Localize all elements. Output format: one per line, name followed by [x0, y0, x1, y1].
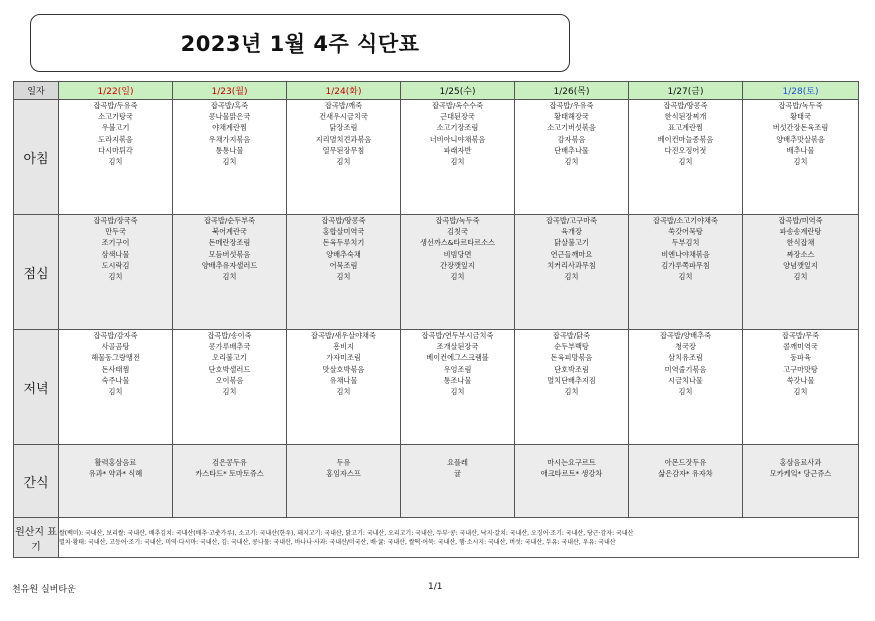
menu-item: 베이컨마늘종볶음 — [657, 134, 714, 144]
menu-cell — [173, 100, 287, 215]
origin-text — [59, 518, 859, 558]
day-header: 1/27(금) — [629, 82, 743, 100]
menu-item: 김치 — [336, 157, 351, 167]
menu-item: 잡곡밥/양배추죽 — [659, 331, 712, 340]
menu-item: 숙주나물 — [101, 375, 130, 385]
day-header: 1/23(월) — [173, 82, 287, 100]
origin-line: 멸치·황태: 국내산, 고등어·조기: 국내산, 미역·다시마: 국내산, 김: 국내산, 콩나물: 국내산, 바나나·사과: 국내산/미국산, 배·귤: 국내산, 쌀떡·어묵: 국내산, 햄·소시지: 국내산, 버섯: 국내산, 두유: 국내산, 우유: 국내산 — [59, 538, 616, 546]
menu-item: 잡곡밥/순두부죽 — [203, 216, 256, 225]
menu-item: 활력홍삼음료 — [94, 458, 137, 467]
menu-cell — [743, 445, 859, 518]
menu-item: 김치 — [678, 387, 693, 397]
menu-item: 우채가지볶음 — [208, 134, 251, 144]
day-header: 1/26(목) — [515, 82, 629, 100]
menu-table — [13, 81, 859, 558]
menu-item: 잡곡밥/땅콩죽 — [321, 216, 366, 225]
menu-item: 청국장 — [675, 342, 696, 352]
menu-item: 사골곰탕 — [101, 342, 130, 352]
menu-item: 애크타르트* 생강차 — [540, 469, 603, 479]
menu-item: 해물동그랑땡전 — [91, 353, 140, 363]
menu-item: 돈사태찜 — [101, 364, 130, 374]
day-header: 1/24(화) — [287, 82, 401, 100]
origin-label: 원산지 표기 — [14, 518, 59, 558]
menu-cell — [515, 445, 629, 518]
menu-item: 콩가루배추국 — [208, 342, 251, 352]
menu-item: 김치 — [793, 157, 808, 167]
menu-cell — [515, 330, 629, 445]
menu-item: 한식잡채 — [786, 238, 815, 248]
menu-item: 야채계란찜 — [212, 123, 247, 133]
menu-item: 동파육 — [790, 353, 811, 363]
menu-item: 잡곡밥/감자죽 — [93, 331, 138, 340]
day-header: 1/28(토) — [743, 82, 859, 100]
menu-item: 귤 — [454, 469, 461, 479]
menu-cell — [59, 445, 173, 518]
menu-item: 삼치유조림 — [668, 353, 703, 363]
menu-item: 생선까스&타르타르소스 — [419, 238, 496, 248]
menu-item: 잡곡밥/소고기야채죽 — [653, 216, 718, 225]
menu-item: 맛살호박볶음 — [322, 364, 365, 374]
menu-item: 잡곡밥/장국죽 — [93, 216, 138, 225]
menu-item: 유채나물 — [329, 375, 358, 385]
menu-item: 너비아니야채볶음 — [429, 134, 486, 144]
menu-item: 양배추맛살볶음 — [776, 134, 825, 144]
menu-item: 배추나물 — [786, 145, 815, 155]
menu-item: 마시는요구르트 — [547, 458, 596, 467]
day-header: 1/22(일) — [59, 82, 173, 100]
menu-cell — [743, 215, 859, 330]
menu-item: 닭장조림 — [329, 123, 358, 133]
menu-cell — [59, 100, 173, 215]
menu-item: 김치 — [793, 387, 808, 397]
menu-item: 삼색나물 — [101, 249, 130, 259]
menu-item: 양배추유자샐러드 — [201, 260, 258, 270]
menu-cell — [287, 330, 401, 445]
menu-item: 멸치단배추지짐 — [547, 375, 596, 385]
menu-item: 황태국 — [790, 112, 811, 122]
menu-item: 파래자반 — [443, 145, 472, 155]
menu-item: 치커리사과무침 — [547, 260, 596, 270]
menu-item: 삶은감자* 유자차 — [658, 469, 713, 479]
menu-item: 돈메란장조림 — [208, 238, 251, 248]
menu-item: 김치 — [450, 157, 465, 167]
menu-item: 단호박샐러드 — [208, 364, 251, 374]
menu-cell — [401, 330, 515, 445]
menu-cell — [629, 215, 743, 330]
menu-item: 순두부백탕 — [554, 342, 589, 352]
menu-item: 김가루쪽파무침 — [661, 260, 710, 270]
menu-cell — [629, 445, 743, 518]
menu-item: 도라지볶음 — [98, 134, 133, 144]
menu-item: 김치 — [450, 272, 465, 282]
menu-item: 아몬드잣두유 — [664, 458, 707, 467]
menu-cell — [287, 215, 401, 330]
menu-item: 잡곡밥/연두부시금치죽 — [421, 331, 494, 340]
menu-item: 흥비지 — [333, 342, 354, 352]
menu-item: 파송송계란탕 — [779, 227, 822, 237]
menu-item: 잡곡밥/흑죽 — [210, 101, 249, 110]
menu-item: 조기구이 — [101, 238, 130, 248]
title-box — [30, 14, 570, 72]
menu-item: 미역줄기볶음 — [664, 364, 707, 374]
menu-item: 버섯간장돈육조림 — [772, 123, 829, 133]
menu-item: 비엔나야채볶음 — [661, 249, 710, 259]
menu-cell — [629, 100, 743, 215]
menu-item: 돈육두루치기 — [322, 238, 365, 248]
menu-item: 김치 — [564, 387, 579, 397]
menu-cell — [743, 330, 859, 445]
menu-item: 김치 — [222, 387, 237, 397]
menu-cell — [401, 215, 515, 330]
menu-item: 홍합살미역국 — [322, 227, 365, 237]
menu-item: 비빔당면 — [443, 249, 472, 259]
menu-item: 김치 — [450, 387, 465, 397]
menu-item: 쑥갓나물 — [786, 375, 815, 385]
day-header: 1/25(수) — [401, 82, 515, 100]
menu-item: 오이볶음 — [215, 375, 244, 385]
page-title: 2023년 1월 4주 식단표 — [180, 32, 420, 56]
menu-cell — [515, 100, 629, 215]
menu-item: 닭살불고기 — [554, 238, 589, 248]
menu-cell — [59, 215, 173, 330]
meal-label: 점심 — [14, 215, 59, 330]
menu-item: 어묵조림 — [329, 260, 358, 270]
menu-cell — [515, 215, 629, 330]
menu-item: 잡곡밥/미역죽 — [778, 216, 823, 225]
menu-item: 단배추나물 — [554, 145, 589, 155]
menu-item: 잡곡밥/깨죽 — [324, 101, 363, 110]
menu-item: 소고기장조림 — [436, 123, 479, 133]
menu-item: 잡곡밥/땅콩죽 — [663, 101, 708, 110]
menu-item: 잡곡밥/무죽 — [781, 331, 820, 340]
meal-label: 간식 — [14, 445, 59, 518]
menu-item: 김치 — [564, 272, 579, 282]
menu-cell — [287, 100, 401, 215]
menu-cell — [173, 445, 287, 518]
menu-cell — [743, 100, 859, 215]
meal-label: 아침 — [14, 100, 59, 215]
menu-item: 콩나물맑은국 — [208, 112, 251, 122]
menu-item: 김치 — [108, 387, 123, 397]
menu-item: 조개살된장국 — [436, 342, 479, 352]
menu-item: 지리멸치견과볶음 — [315, 134, 372, 144]
menu-item: 건새우시금치국 — [319, 112, 368, 122]
menu-item: 잡곡밥/닭죽 — [552, 331, 591, 340]
menu-item: 김치 — [108, 272, 123, 282]
meal-row-breakfast — [14, 100, 859, 215]
menu-item: 홍임자스프 — [326, 469, 361, 479]
menu-cell — [173, 215, 287, 330]
menu-item: 도시락김 — [101, 260, 130, 270]
menu-item: 우불고기 — [101, 123, 130, 133]
menu-item: 잡곡밥/두유죽 — [93, 101, 138, 110]
date-header-label: 일자 — [14, 82, 59, 100]
menu-item: 연근들깨마요 — [550, 249, 593, 259]
menu-cell — [59, 330, 173, 445]
menu-item: 우엉조림 — [443, 364, 472, 374]
menu-item: 통조나물 — [443, 375, 472, 385]
menu-item: 짜장소스 — [786, 249, 815, 259]
meal-row-lunch — [14, 215, 859, 330]
menu-item: 양념깻잎지 — [783, 260, 818, 270]
menu-item: 김치 — [222, 157, 237, 167]
menu-item: 통통나물 — [215, 145, 244, 155]
menu-item: 열무된장무침 — [322, 145, 365, 155]
page-number: 1/1 — [428, 582, 443, 592]
meal-row-snack — [14, 445, 859, 518]
menu-item: 간장깻잎지 — [440, 260, 475, 270]
menu-item: 잡곡밥/녹두죽 — [778, 101, 823, 110]
menu-item: 소고기탕국 — [98, 112, 133, 122]
menu-cell — [401, 445, 515, 518]
menu-item: 양배추숙채 — [326, 249, 361, 259]
menu-cell — [629, 330, 743, 445]
menu-item: 시금치나물 — [668, 375, 703, 385]
menu-item: 김치 — [678, 157, 693, 167]
menu-item: 가자미조림 — [326, 353, 361, 363]
menu-item: 잡곡밥/새우살야채죽 — [311, 331, 376, 340]
menu-item: 유과* 약과* 식혜 — [88, 469, 143, 479]
menu-item: 잡곡밥/우유죽 — [549, 101, 594, 110]
menu-item: 소고기버섯볶음 — [547, 123, 596, 133]
menu-item: 검은콩두유 — [212, 458, 247, 467]
menu-item: 베이컨에그스크램블 — [426, 353, 489, 363]
menu-item: 고구마맛탕 — [783, 364, 818, 374]
menu-item: 두부김치 — [671, 238, 700, 248]
menu-item: 콜깨미역국 — [783, 342, 818, 352]
menu-item: 다진오징어젓 — [664, 145, 707, 155]
meal-label: 저녁 — [14, 330, 59, 445]
menu-item: 김치 — [793, 272, 808, 282]
menu-item: 김치 — [678, 272, 693, 282]
menu-item: 돈육피망볶음 — [550, 353, 593, 363]
menu-item: 감자볶음 — [557, 134, 586, 144]
menu-item: 육개장 — [561, 227, 582, 237]
menu-item: 두유 — [336, 458, 351, 467]
menu-item: 오리불고기 — [212, 353, 247, 363]
menu-item: 잡곡밥/고구마죽 — [545, 216, 598, 225]
menu-item: 김치 — [564, 157, 579, 167]
menu-item: 모듬버섯볶음 — [208, 249, 251, 259]
menu-item: 근대된장국 — [440, 112, 475, 122]
menu-item: 다시마튀각 — [98, 145, 133, 155]
menu-item: 잡곡밥/녹두죽 — [435, 216, 480, 225]
menu-item: 표고계란찜 — [668, 123, 703, 133]
menu-item: 북어계란국 — [212, 227, 247, 237]
menu-cell — [287, 445, 401, 518]
menu-item: 단호박조림 — [554, 364, 589, 374]
menu-item: 쑥갓어묵탕 — [668, 227, 703, 237]
menu-item: 한식된장찌개 — [664, 112, 707, 122]
menu-item: 김치 — [222, 272, 237, 282]
menu-item: 요플레 — [447, 458, 468, 467]
origin-line: 쌀(백미): 국내산, 보리쌀: 국내산, 배추김치: 국내산(배추·고춧가루), 소고기: 국내산(한우), 돼지고기: 국내산, 닭고기: 국내산, 오리고기: 국내산, 두부·콩: 국내산, 낙지·갈치: 국내산, 오징어·조기: 국내산, 당근·감자: 국내산 — [59, 529, 634, 537]
menu-item: 잡곡밥/송이죽 — [207, 331, 252, 340]
menu-item: 카스타드* 토마토쥬스 — [195, 469, 264, 479]
menu-item: 김치 — [336, 272, 351, 282]
menu-item: 황태해장국 — [554, 112, 589, 122]
menu-item: 모카케잌* 당근쥬스 — [769, 469, 832, 479]
origin-row — [14, 518, 859, 558]
menu-item: 김치 — [108, 157, 123, 167]
menu-cell — [173, 330, 287, 445]
menu-cell — [401, 100, 515, 215]
header-row — [14, 82, 859, 100]
menu-item: 김치 — [336, 387, 351, 397]
menu-item: 김칫국 — [447, 227, 468, 237]
menu-item: 잡곡밥/옥수수죽 — [431, 101, 484, 110]
menu-item: 홍삼음료사과 — [779, 458, 822, 467]
menu-item: 만두국 — [105, 227, 126, 237]
facility-name: 천유원 실버타운 — [12, 585, 76, 595]
meal-row-dinner — [14, 330, 859, 445]
